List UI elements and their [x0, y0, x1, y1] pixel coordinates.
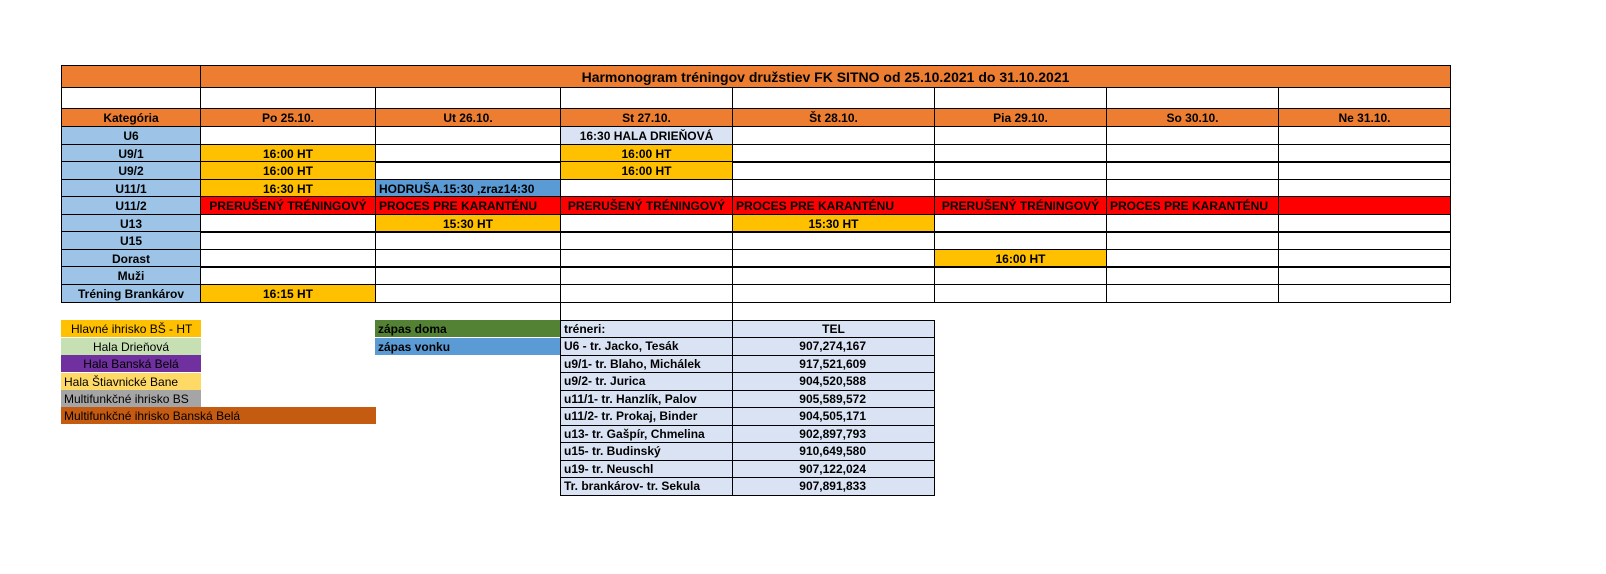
blank-row-cell	[1278, 87, 1451, 109]
schedule-cell: 16:00 HT	[200, 144, 376, 163]
category-cell: U11/2	[61, 196, 201, 215]
schedule-cell: 16:30 HALA DRIEŇOVÁ	[560, 126, 733, 145]
schedule-cell	[1106, 161, 1279, 180]
category-cell: U13	[61, 214, 201, 233]
schedule-cell	[1106, 231, 1279, 250]
schedule-cell	[1278, 266, 1451, 285]
blank-row-cell	[200, 87, 376, 109]
schedule-cell	[560, 284, 733, 303]
schedule-cell	[1278, 231, 1451, 250]
schedule-cell	[200, 126, 376, 145]
trainer-tel: 904,505,171	[732, 407, 935, 426]
legend-hala-banska-bela: Hala Banská Belá	[61, 355, 201, 372]
trainer-tel: 917,521,609	[732, 355, 935, 374]
schedule-cell: 16:00 HT	[200, 161, 376, 180]
schedule-cell: PROCES PRE KARANTÉNU	[375, 196, 561, 215]
schedule-cell: PRERUŠENÝ TRÉNINGOVÝ	[934, 196, 1107, 215]
category-cell: U6	[61, 126, 201, 145]
trainer-name: u11/2- tr. Prokaj, Binder	[560, 407, 733, 426]
legend-hala-stiavnicke-bane: Hala Štiavnické Bane	[61, 373, 201, 390]
day-header: Ne 31.10.	[1278, 108, 1451, 127]
schedule-cell	[1278, 196, 1451, 215]
blank-row-cell	[61, 87, 201, 109]
schedule-cell: PRERUŠENÝ TRÉNINGOVÝ	[200, 196, 376, 215]
category-cell: U9/2	[61, 161, 201, 180]
schedule-cell	[200, 266, 376, 285]
schedule-cell: PRERUŠENÝ TRÉNINGOVÝ	[560, 196, 733, 215]
day-header: So 30.10.	[1106, 108, 1279, 127]
category-header: Kategória	[61, 108, 201, 127]
day-header: Pia 29.10.	[934, 108, 1107, 127]
connector-line	[560, 301, 561, 321]
trainer-tel: 907,891,833	[732, 477, 935, 496]
schedule-cell	[732, 126, 935, 145]
schedule-cell: 15:30 HT	[375, 214, 561, 233]
blank-row-cell	[560, 87, 733, 109]
trainer-name: u13- tr. Gašpír, Chmelina	[560, 425, 733, 444]
trainer-tel: 907,122,024	[732, 460, 935, 479]
schedule-cell: 16:15 HT	[200, 284, 376, 303]
trainer-tel: 904,520,588	[732, 372, 935, 391]
trainer-name: u9/2- tr. Jurica	[560, 372, 733, 391]
schedule-cell: 15:30 HT	[732, 214, 935, 233]
schedule-cell: PROCES PRE KARANTÉNU	[1106, 196, 1279, 215]
legend-multifunkcne-bs: Multifunkčné ihrisko BS	[61, 390, 201, 407]
schedule-cell: 16:00 HT	[560, 144, 733, 163]
schedule-cell	[732, 161, 935, 180]
legend-zapas-vonku: zápas vonku	[375, 338, 561, 355]
trainers-header-name: tréneri:	[560, 320, 733, 338]
schedule-cell	[375, 126, 561, 145]
schedule-cell	[1106, 266, 1279, 285]
trainer-tel: 902,897,793	[732, 425, 935, 444]
legend-hlavne-ihrisko: Hlavné ihrisko BŠ - HT	[61, 320, 201, 337]
blank-row-cell	[732, 87, 935, 109]
schedule-cell	[375, 161, 561, 180]
category-cell: U15	[61, 231, 201, 250]
blank-row-cell	[375, 87, 561, 109]
trainer-name: u11/1- tr. Hanzlík, Palov	[560, 390, 733, 409]
schedule-cell	[375, 266, 561, 285]
category-cell: Dorast	[61, 249, 201, 268]
schedule-cell	[1106, 126, 1279, 145]
trainer-name: U6 - tr. Jacko, Tesák	[560, 337, 733, 356]
trainer-tel: 910,649,580	[732, 442, 935, 461]
page-title: Harmonogram tréningov družstiev FK SITNO od 25.10.2021 do 31.10.2021	[200, 65, 1451, 88]
category-cell: U9/1	[61, 144, 201, 163]
schedule-cell	[934, 161, 1107, 180]
schedule-cell	[1278, 284, 1451, 303]
schedule-cell	[934, 284, 1107, 303]
schedule-cell	[1278, 161, 1451, 180]
schedule-cell	[560, 266, 733, 285]
schedule-cell	[934, 126, 1107, 145]
day-header: Št 28.10.	[732, 108, 935, 127]
schedule-cell: HODRUŠA.15:30 ,zraz14:30	[375, 179, 561, 198]
legend-zapas-doma: zápas doma	[375, 320, 561, 337]
connector-line	[732, 301, 733, 321]
day-header: St 27.10.	[560, 108, 733, 127]
blank-row-cell	[934, 87, 1107, 109]
trainer-tel: 907,274,167	[732, 337, 935, 356]
schedule-cell: 16:00 HT	[934, 249, 1107, 268]
schedule-cell	[375, 231, 561, 250]
category-cell: U11/1	[61, 179, 201, 198]
trainer-name: Tr. brankárov- tr. Sekula	[560, 477, 733, 496]
category-cell: Tréning Brankárov	[61, 284, 201, 303]
schedule-cell	[375, 284, 561, 303]
schedule-cell	[732, 231, 935, 250]
legend-hala-drienova: Hala Drieňová	[61, 338, 201, 355]
schedule-cell: 16:00 HT	[560, 161, 733, 180]
schedule-cell	[560, 231, 733, 250]
trainers-header-tel: TEL	[732, 320, 935, 338]
blank-row-cell	[1106, 87, 1279, 109]
corner-cell	[61, 65, 201, 88]
schedule-cell	[732, 284, 935, 303]
schedule-cell	[934, 266, 1107, 285]
schedule-cell	[200, 231, 376, 250]
day-header: Ut 26.10.	[375, 108, 561, 127]
trainer-name: u19- tr. Neuschl	[560, 460, 733, 479]
schedule-cell	[1106, 284, 1279, 303]
schedule-cell	[732, 266, 935, 285]
trainer-name: u9/1- tr. Blaho, Michálek	[560, 355, 733, 374]
schedule-cell: PROCES PRE KARANTÉNU	[732, 196, 935, 215]
category-cell: Muži	[61, 266, 201, 285]
trainer-tel: 905,589,572	[732, 390, 935, 409]
schedule-cell: 16:30 HT	[200, 179, 376, 198]
trainer-name: u15- tr. Budinský	[560, 442, 733, 461]
schedule-cell	[1278, 126, 1451, 145]
day-header: Po 25.10.	[200, 108, 376, 127]
schedule-cell	[934, 231, 1107, 250]
legend-multifunkcne-banska-bela: Multifunkčné ihrisko Banská Belá	[61, 407, 376, 424]
